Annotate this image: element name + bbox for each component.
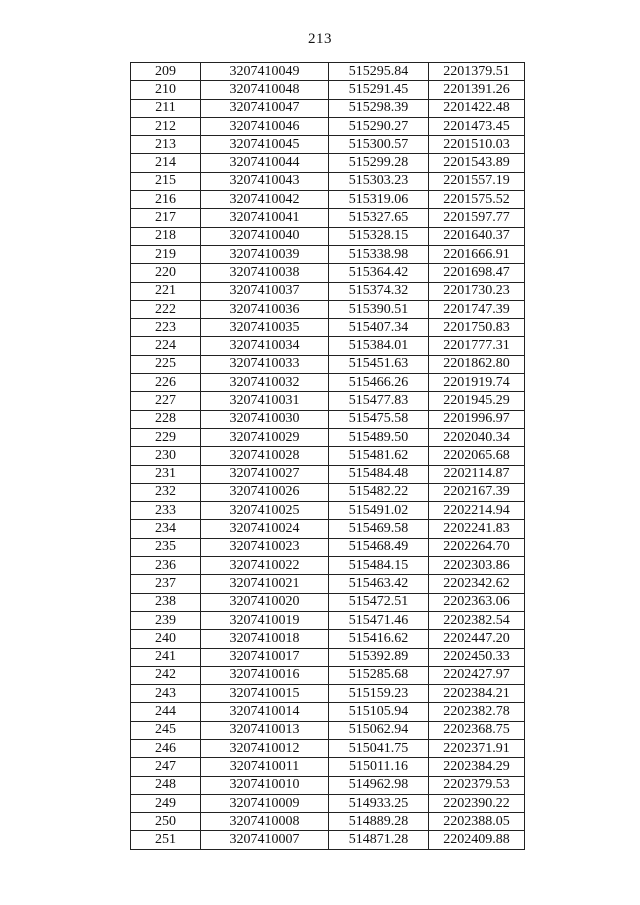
y-coordinate-cell: 2202409.88 (429, 831, 525, 849)
y-coordinate-cell: 2201391.26 (429, 81, 525, 99)
table-row (131, 611, 525, 629)
point-number-cell: 250 (131, 813, 201, 831)
point-number-cell: 230 (131, 447, 201, 465)
y-coordinate-cell: 2202384.21 (429, 685, 525, 703)
x-coordinate-cell: 515484.15 (329, 557, 429, 575)
x-coordinate-cell: 515481.62 (329, 447, 429, 465)
point-code-cell: 3207410037 (201, 282, 329, 300)
y-coordinate-cell: 2202382.78 (429, 703, 525, 721)
table-row (131, 282, 525, 300)
y-coordinate-cell: 2202241.83 (429, 520, 525, 538)
x-coordinate-cell: 515392.89 (329, 648, 429, 666)
point-code-cell: 3207410010 (201, 776, 329, 794)
x-coordinate-cell: 515469.58 (329, 520, 429, 538)
point-number-cell: 212 (131, 117, 201, 135)
x-coordinate-cell: 515407.34 (329, 319, 429, 337)
y-coordinate-cell: 2201996.97 (429, 410, 525, 428)
point-code-cell: 3207410018 (201, 630, 329, 648)
point-code-cell: 3207410045 (201, 136, 329, 154)
x-coordinate-cell: 515374.32 (329, 282, 429, 300)
point-code-cell: 3207410015 (201, 685, 329, 703)
table-row (131, 721, 525, 739)
table-row (131, 374, 525, 392)
table-row (131, 813, 525, 831)
y-coordinate-cell: 2201919.74 (429, 374, 525, 392)
x-coordinate-cell: 515471.46 (329, 611, 429, 629)
y-coordinate-cell: 2201379.51 (429, 63, 525, 81)
x-coordinate-cell: 515290.27 (329, 117, 429, 135)
table-row (131, 355, 525, 373)
point-code-cell: 3207410027 (201, 465, 329, 483)
x-coordinate-cell: 515451.63 (329, 355, 429, 373)
point-number-cell: 209 (131, 63, 201, 81)
point-number-cell: 214 (131, 154, 201, 172)
point-code-cell: 3207410043 (201, 172, 329, 190)
x-coordinate-cell: 515041.75 (329, 739, 429, 757)
point-code-cell: 3207410029 (201, 428, 329, 446)
point-number-cell: 213 (131, 136, 201, 154)
table-row (131, 245, 525, 263)
point-code-cell: 3207410014 (201, 703, 329, 721)
point-number-cell: 218 (131, 227, 201, 245)
point-number-cell: 239 (131, 611, 201, 629)
y-coordinate-cell: 2202447.20 (429, 630, 525, 648)
point-code-cell: 3207410025 (201, 502, 329, 520)
y-coordinate-cell: 2201945.29 (429, 392, 525, 410)
table-row (131, 154, 525, 172)
y-coordinate-cell: 2202388.05 (429, 813, 525, 831)
point-number-cell: 231 (131, 465, 201, 483)
point-code-cell: 3207410048 (201, 81, 329, 99)
table-row (131, 739, 525, 757)
point-number-cell: 216 (131, 191, 201, 209)
point-code-cell: 3207410017 (201, 648, 329, 666)
x-coordinate-cell: 515364.42 (329, 264, 429, 282)
x-coordinate-cell: 515472.51 (329, 593, 429, 611)
table-row (131, 685, 525, 703)
point-code-cell: 3207410019 (201, 611, 329, 629)
x-coordinate-cell: 515327.65 (329, 209, 429, 227)
table-row (131, 264, 525, 282)
point-code-cell: 3207410008 (201, 813, 329, 831)
point-code-cell: 3207410034 (201, 337, 329, 355)
x-coordinate-cell: 515300.57 (329, 136, 429, 154)
point-code-cell: 3207410044 (201, 154, 329, 172)
point-code-cell: 3207410049 (201, 63, 329, 81)
x-coordinate-cell: 515303.23 (329, 172, 429, 190)
point-number-cell: 249 (131, 794, 201, 812)
page-number: 213 (308, 31, 332, 47)
coordinates-table (130, 62, 525, 850)
y-coordinate-cell: 2201597.77 (429, 209, 525, 227)
table-row (131, 593, 525, 611)
x-coordinate-cell: 515468.49 (329, 538, 429, 556)
y-coordinate-cell: 2202390.22 (429, 794, 525, 812)
point-code-cell: 3207410011 (201, 758, 329, 776)
point-code-cell: 3207410041 (201, 209, 329, 227)
point-code-cell: 3207410024 (201, 520, 329, 538)
point-number-cell: 238 (131, 593, 201, 611)
point-code-cell: 3207410030 (201, 410, 329, 428)
x-coordinate-cell: 515390.51 (329, 300, 429, 318)
point-code-cell: 3207410012 (201, 739, 329, 757)
y-coordinate-cell: 2202368.75 (429, 721, 525, 739)
x-coordinate-cell: 515482.22 (329, 483, 429, 501)
x-coordinate-cell: 514962.98 (329, 776, 429, 794)
table-row (131, 99, 525, 117)
point-code-cell: 3207410036 (201, 300, 329, 318)
y-coordinate-cell: 2201473.45 (429, 117, 525, 135)
y-coordinate-cell: 2201862.80 (429, 355, 525, 373)
table-row (131, 794, 525, 812)
table-row (131, 666, 525, 684)
table-row (131, 191, 525, 209)
point-number-cell: 236 (131, 557, 201, 575)
x-coordinate-cell: 515463.42 (329, 575, 429, 593)
x-coordinate-cell: 514933.25 (329, 794, 429, 812)
y-coordinate-cell: 2202114.87 (429, 465, 525, 483)
table-row (131, 392, 525, 410)
x-coordinate-cell: 515298.39 (329, 99, 429, 117)
y-coordinate-cell: 2202303.86 (429, 557, 525, 575)
table-row (131, 136, 525, 154)
point-code-cell: 3207410038 (201, 264, 329, 282)
y-coordinate-cell: 2201730.23 (429, 282, 525, 300)
point-number-cell: 237 (131, 575, 201, 593)
point-number-cell: 232 (131, 483, 201, 501)
table-row (131, 447, 525, 465)
x-coordinate-cell: 515466.26 (329, 374, 429, 392)
table-row (131, 81, 525, 99)
point-code-cell: 3207410040 (201, 227, 329, 245)
y-coordinate-cell: 2202065.68 (429, 447, 525, 465)
point-number-cell: 221 (131, 282, 201, 300)
point-code-cell: 3207410016 (201, 666, 329, 684)
table-row (131, 648, 525, 666)
table-row (131, 630, 525, 648)
point-number-cell: 229 (131, 428, 201, 446)
table-row (131, 575, 525, 593)
point-number-cell: 240 (131, 630, 201, 648)
x-coordinate-cell: 515159.23 (329, 685, 429, 703)
point-number-cell: 242 (131, 666, 201, 684)
table-row (131, 557, 525, 575)
point-code-cell: 3207410028 (201, 447, 329, 465)
point-number-cell: 245 (131, 721, 201, 739)
point-code-cell: 3207410022 (201, 557, 329, 575)
point-number-cell: 225 (131, 355, 201, 373)
point-code-cell: 3207410023 (201, 538, 329, 556)
x-coordinate-cell: 514889.28 (329, 813, 429, 831)
table-row (131, 776, 525, 794)
point-number-cell: 235 (131, 538, 201, 556)
x-coordinate-cell: 515299.28 (329, 154, 429, 172)
x-coordinate-cell: 515285.68 (329, 666, 429, 684)
point-number-cell: 241 (131, 648, 201, 666)
x-coordinate-cell: 515062.94 (329, 721, 429, 739)
table-row (131, 703, 525, 721)
x-coordinate-cell: 515484.48 (329, 465, 429, 483)
point-number-cell: 223 (131, 319, 201, 337)
table-row (131, 483, 525, 501)
x-coordinate-cell: 515384.01 (329, 337, 429, 355)
x-coordinate-cell: 515295.84 (329, 63, 429, 81)
x-coordinate-cell: 515477.83 (329, 392, 429, 410)
point-number-cell: 217 (131, 209, 201, 227)
point-code-cell: 3207410007 (201, 831, 329, 849)
y-coordinate-cell: 2201557.19 (429, 172, 525, 190)
y-coordinate-cell: 2202379.53 (429, 776, 525, 794)
x-coordinate-cell: 515416.62 (329, 630, 429, 648)
point-code-cell: 3207410039 (201, 245, 329, 263)
point-code-cell: 3207410033 (201, 355, 329, 373)
point-code-cell: 3207410046 (201, 117, 329, 135)
x-coordinate-cell: 515475.58 (329, 410, 429, 428)
point-code-cell: 3207410031 (201, 392, 329, 410)
table-row (131, 319, 525, 337)
y-coordinate-cell: 2201422.48 (429, 99, 525, 117)
table-row (131, 337, 525, 355)
point-code-cell: 3207410026 (201, 483, 329, 501)
table-row (131, 831, 525, 849)
point-number-cell: 228 (131, 410, 201, 428)
point-code-cell: 3207410009 (201, 794, 329, 812)
point-number-cell: 220 (131, 264, 201, 282)
y-coordinate-cell: 2202384.29 (429, 758, 525, 776)
point-number-cell: 219 (131, 245, 201, 263)
x-coordinate-cell: 515491.02 (329, 502, 429, 520)
table-row (131, 63, 525, 81)
point-number-cell: 234 (131, 520, 201, 538)
y-coordinate-cell: 2202264.70 (429, 538, 525, 556)
table-row (131, 410, 525, 428)
point-number-cell: 233 (131, 502, 201, 520)
point-number-cell: 243 (131, 685, 201, 703)
y-coordinate-cell: 2201750.83 (429, 319, 525, 337)
x-coordinate-cell: 515338.98 (329, 245, 429, 263)
table-row (131, 538, 525, 556)
table-row (131, 428, 525, 446)
y-coordinate-cell: 2202214.94 (429, 502, 525, 520)
x-coordinate-cell: 515328.15 (329, 227, 429, 245)
y-coordinate-cell: 2201777.31 (429, 337, 525, 355)
x-coordinate-cell: 515105.94 (329, 703, 429, 721)
point-code-cell: 3207410047 (201, 99, 329, 117)
y-coordinate-cell: 2202040.34 (429, 428, 525, 446)
point-code-cell: 3207410013 (201, 721, 329, 739)
x-coordinate-cell: 515319.06 (329, 191, 429, 209)
table-row (131, 520, 525, 538)
y-coordinate-cell: 2202363.06 (429, 593, 525, 611)
point-number-cell: 247 (131, 758, 201, 776)
y-coordinate-cell: 2201747.39 (429, 300, 525, 318)
point-number-cell: 246 (131, 739, 201, 757)
point-code-cell: 3207410020 (201, 593, 329, 611)
point-number-cell: 211 (131, 99, 201, 117)
table-row (131, 465, 525, 483)
point-number-cell: 226 (131, 374, 201, 392)
table-row (131, 209, 525, 227)
point-number-cell: 215 (131, 172, 201, 190)
point-number-cell: 251 (131, 831, 201, 849)
y-coordinate-cell: 2201640.37 (429, 227, 525, 245)
point-number-cell: 210 (131, 81, 201, 99)
y-coordinate-cell: 2201666.91 (429, 245, 525, 263)
table-row (131, 172, 525, 190)
coordinates-table-body (131, 63, 525, 850)
point-number-cell: 244 (131, 703, 201, 721)
point-code-cell: 3207410021 (201, 575, 329, 593)
table-row (131, 502, 525, 520)
table-row (131, 117, 525, 135)
y-coordinate-cell: 2201575.52 (429, 191, 525, 209)
point-code-cell: 3207410032 (201, 374, 329, 392)
y-coordinate-cell: 2202382.54 (429, 611, 525, 629)
point-number-cell: 224 (131, 337, 201, 355)
point-number-cell: 227 (131, 392, 201, 410)
x-coordinate-cell: 515489.50 (329, 428, 429, 446)
y-coordinate-cell: 2202342.62 (429, 575, 525, 593)
y-coordinate-cell: 2202371.91 (429, 739, 525, 757)
table-row (131, 300, 525, 318)
x-coordinate-cell: 515011.16 (329, 758, 429, 776)
y-coordinate-cell: 2202427.97 (429, 666, 525, 684)
y-coordinate-cell: 2201698.47 (429, 264, 525, 282)
table-row (131, 227, 525, 245)
y-coordinate-cell: 2201510.03 (429, 136, 525, 154)
y-coordinate-cell: 2202167.39 (429, 483, 525, 501)
point-number-cell: 248 (131, 776, 201, 794)
table-row (131, 758, 525, 776)
point-code-cell: 3207410035 (201, 319, 329, 337)
x-coordinate-cell: 515291.45 (329, 81, 429, 99)
point-number-cell: 222 (131, 300, 201, 318)
y-coordinate-cell: 2202450.33 (429, 648, 525, 666)
y-coordinate-cell: 2201543.89 (429, 154, 525, 172)
x-coordinate-cell: 514871.28 (329, 831, 429, 849)
point-code-cell: 3207410042 (201, 191, 329, 209)
